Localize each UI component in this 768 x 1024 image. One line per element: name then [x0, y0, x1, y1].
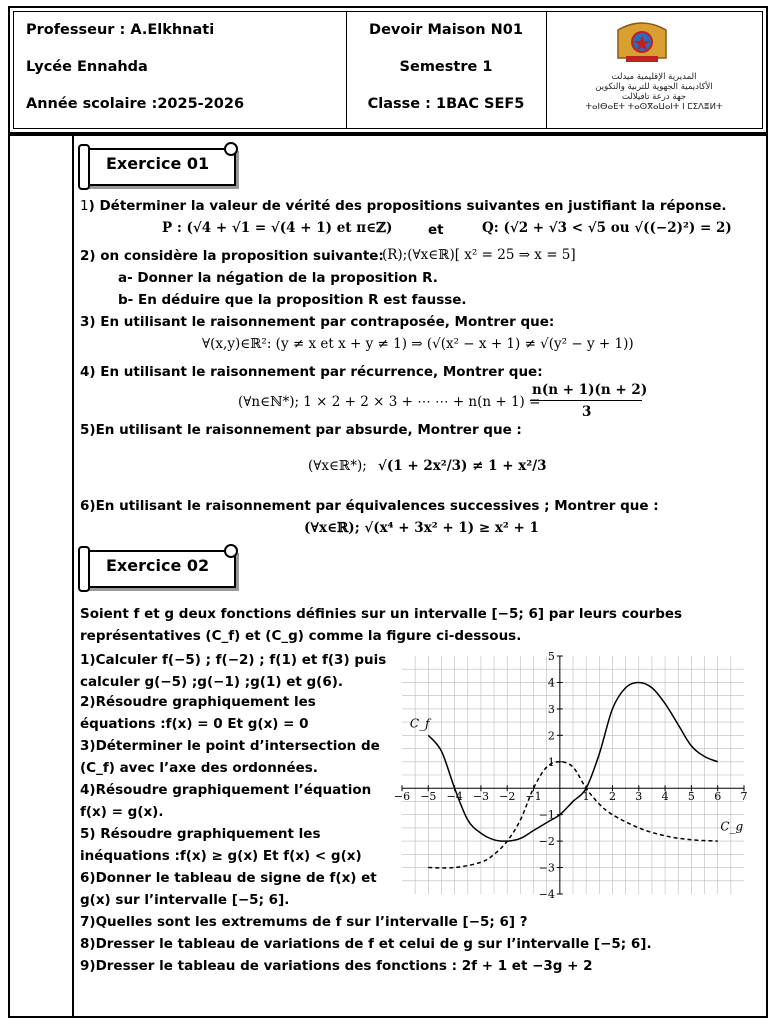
ex1-q1-proposition-q: Q: (√2 + √3 < √5 ou √((−2)²) = 2)	[482, 220, 732, 236]
ex2-q3a: 3)Déterminer le point d’intersection de	[80, 738, 380, 754]
x-tick-label: 5	[687, 790, 695, 804]
y-tick-label: −1	[538, 808, 555, 822]
school-year: Année scolaire :2025-2026	[26, 96, 245, 112]
document-title: Devoir Maison N01	[369, 22, 523, 38]
y-tick-label: 3	[547, 702, 555, 716]
x-tick-label: −4	[446, 790, 463, 804]
ex1-q1-proposition-p: P : (√4 + √1 = √(4 + 1) et π∈ℤ)	[162, 220, 393, 236]
y-tick-label: 5	[547, 650, 555, 663]
exercise-1-tag	[82, 142, 232, 184]
ex2-q1a: 1)Calculer f(−5) ; f(−2) ; f(1) et f(3) puis	[80, 652, 387, 668]
header-frame	[13, 11, 763, 129]
ex2-q2b: équations :f(x) = 0 Et g(x) = 0	[80, 716, 309, 732]
x-tick-label: 7	[740, 790, 748, 804]
x-tick-label: −3	[472, 790, 490, 804]
ex1-q2-math: (R);(∀x∈ℝ)[ x² = 25 ⇒ x = 5]	[382, 247, 576, 263]
header-info-column	[14, 12, 347, 128]
x-tick-label: −1	[525, 790, 542, 804]
ex2-q4a: 4)Résoudre graphiquement l’équation	[80, 782, 372, 798]
ex1-q4-numerator: n(n + 1)(n + 2)	[532, 382, 648, 398]
ex2-q7: 7)Quelles sont les extremums de f sur l’intervalle [−5; 6] ?	[80, 914, 528, 930]
header-logo-column	[546, 12, 762, 128]
ex1-q3-math: ∀(x,y)∈ℝ²: (y ≠ x et x + y ≠ 1) ⇒ (√(x² − x + 1) ≠ √(y² − y + 1))	[202, 336, 634, 352]
ex2-q3b: (C_f) avec l’axe des ordonnées.	[80, 760, 318, 776]
exercise-1-title: Exercice 01	[106, 154, 210, 173]
y-tick-label: 4	[547, 676, 555, 690]
ex1-q5: 5)En utilisant le raisonnement par absurde, Montrer que :	[80, 422, 522, 438]
x-tick-label: 4	[661, 790, 669, 804]
ex1-q2a: a- Donner la négation de la proposition R.	[118, 270, 438, 286]
y-tick-label: −2	[538, 835, 555, 849]
ex1-q3: 3) En utilisant le raisonnement par contraposée, Montrer que:	[80, 314, 555, 330]
y-tick-label: 2	[547, 729, 555, 743]
ex2-q2a: 2)Résoudre graphiquement les	[80, 694, 316, 710]
exercise-2-title: Exercice 02	[106, 556, 210, 575]
function-graph	[390, 648, 754, 900]
y-tick-label: −4	[538, 888, 555, 900]
ex1-q2b: b- En déduire que la proposition R est fausse.	[118, 292, 467, 308]
ex1-q4: 4) En utilisant le raisonnement par récurrence, Montrer que:	[80, 364, 543, 380]
ex1-q2: 2) on considère la proposition suivante:	[80, 248, 384, 264]
x-tick-label: −6	[393, 790, 411, 804]
ex1-q5-quantifier: (∀x∈ℝ*);	[308, 458, 367, 474]
ex2-intro-2: représentatives (C_f) et (C_g) comme la figure ci-dessous.	[80, 628, 522, 644]
professor-name: Professeur : A.Elkhnati	[26, 22, 215, 38]
class-name: Classe : 1BAC SEF5	[367, 96, 525, 112]
y-tick-label: 1	[547, 755, 555, 769]
logo-caption-4: ⵜⴰⵏⴱⴰⴹⵜ ⵜⴰⵙⴳⴰⵡⴰⵏⵜ ⵏ ⵎⵉⴷⴻⵍⵜ	[585, 102, 723, 112]
logo-caption-3: جهة درعة تافيلالت	[621, 92, 687, 102]
margin-line	[72, 136, 74, 1016]
ex2-q1b: calculer g(−5) ;g(−1) ;g(1) et g(6).	[80, 674, 344, 690]
ex1-q4-denominator: 3	[582, 404, 592, 420]
school-name: Lycée Ennahda	[26, 59, 148, 75]
semester: Semestre 1	[399, 59, 493, 75]
y-tick-label: −3	[538, 861, 555, 875]
ex1-q6-math: (∀x∈ℝ); √(x⁴ + 3x² + 1) ≥ x² + 1	[304, 520, 539, 536]
ex2-q5a: 5) Résoudre graphiquement les	[80, 826, 321, 842]
ex1-q5-math: √(1 + 2x²/3) ≠ 1 + x²/3	[378, 458, 547, 474]
ex1-q4-fraction-bar	[530, 400, 642, 401]
ex2-q5b: inéquations :f(x) ≥ g(x) Et f(x) < g(x)	[80, 848, 362, 864]
x-tick-label: 6	[714, 790, 722, 804]
ex1-q6: 6)En utilisant le raisonnement par équivalences successives ; Montrer que :	[80, 498, 659, 514]
coat-of-arms-logo	[612, 18, 672, 66]
curve-g-label: C_g	[720, 819, 744, 834]
header	[8, 6, 768, 134]
x-tick-label: −2	[499, 790, 516, 804]
x-tick-label: 2	[608, 790, 616, 804]
exercise-2-tag	[82, 544, 232, 586]
logo-caption-1: المديرية الإقليمية ميدلت	[611, 72, 697, 82]
ex2-q8: 8)Dresser le tableau de variations de f et celui de g sur l’intervalle [−5; 6].	[80, 936, 652, 952]
ex1-q1-and: et	[428, 222, 444, 238]
ex2-intro-1: Soient f et g deux fonctions définies sur un intervalle [−5; 6] par leurs courbes	[80, 606, 683, 622]
header-title-column	[346, 12, 547, 128]
x-tick-label: −5	[420, 790, 437, 804]
ex1-q4-math: (∀n∈ℕ*); 1 × 2 + 2 × 3 + ⋯ ⋯ + n(n + 1) =	[238, 394, 541, 410]
ex2-q6a: 6)Donner le tableau de signe de f(x) et	[80, 870, 377, 886]
ex1-q1: 1) Déterminer la valeur de vérité des propositions suivantes en justifiant la réponse.	[80, 198, 727, 214]
ex2-q9: 9)Dresser le tableau de variations des fonctions : 2f + 1 et −3g + 2	[80, 958, 593, 974]
ex2-q6b: g(x) sur l’intervalle [−5; 6].	[80, 892, 290, 908]
curve-f-label: C_f	[409, 716, 430, 731]
ex2-q4b: f(x) = g(x).	[80, 804, 164, 820]
logo-caption-2: الأكاديمية الجهوية للتربية والتكوين	[595, 82, 713, 92]
x-tick-label: 1	[582, 790, 590, 804]
x-tick-label: 3	[635, 790, 643, 804]
